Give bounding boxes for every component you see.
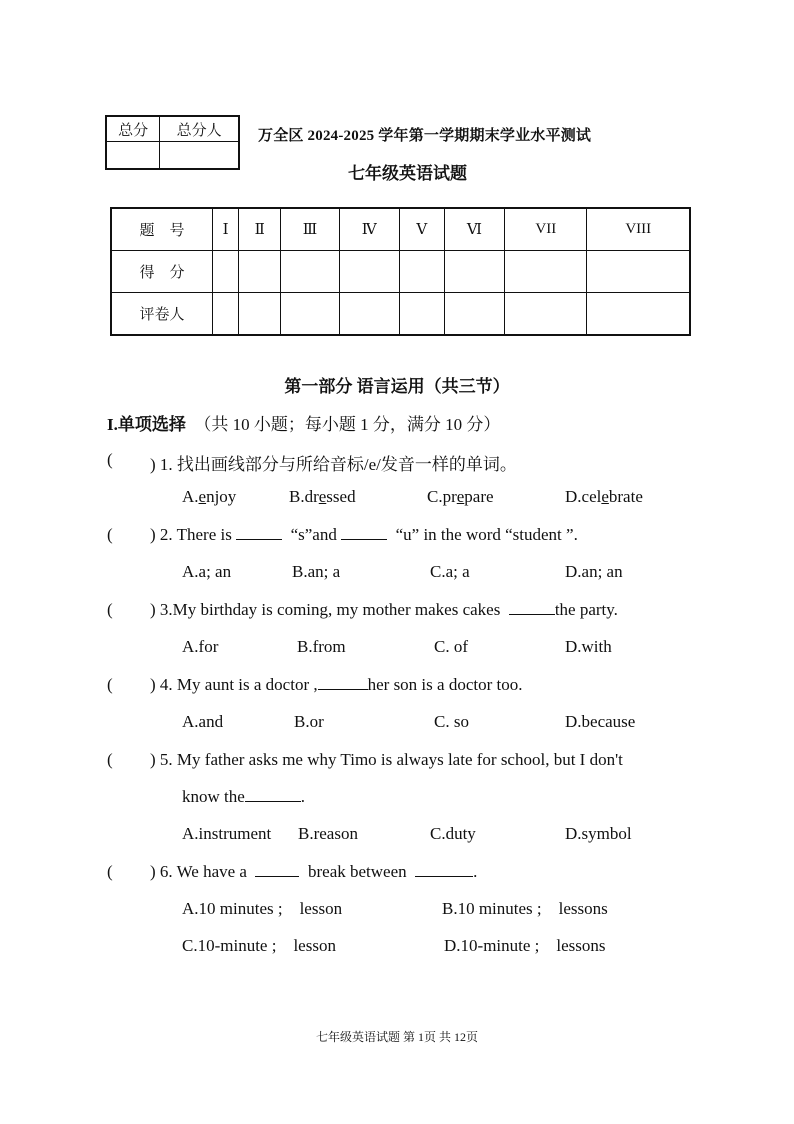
score-table: [110, 207, 691, 336]
answer-paren[interactable]: (: [107, 750, 113, 769]
column-header: Ⅱ: [239, 208, 281, 251]
score-cell[interactable]: [399, 251, 444, 293]
score-table-row: [111, 208, 690, 251]
total-score-header: 总分: [106, 116, 160, 142]
answer-blank[interactable]: [236, 525, 282, 540]
total-scorer-cell[interactable]: [160, 142, 239, 170]
row-label: 评卷人: [111, 293, 213, 336]
answer-blank[interactable]: [255, 862, 299, 877]
section-note: （共 10 小题；每小题 1 分，满分 10 分）: [202, 415, 501, 434]
part-title: 第一部分 语言运用（共三节）: [284, 377, 510, 396]
option-c: C.prepare: [427, 487, 494, 506]
question-stem-continued: know the .: [182, 787, 306, 806]
answer-paren[interactable]: (: [107, 525, 113, 544]
section-heading: [107, 410, 500, 435]
option-c: C.a; a: [430, 562, 470, 581]
score-cell[interactable]: [444, 251, 505, 293]
total-score-table: [105, 115, 240, 170]
question-stem: ) 3.My birthday is coming, my mother makes cakes the party.: [150, 600, 618, 619]
question-stem: ) 6. We have a break between .: [150, 862, 478, 881]
question-stem: ) 2. There is “s”and “u” in the word “student ”.: [150, 525, 578, 544]
column-header: VIII: [587, 208, 690, 251]
option-c: C. of: [434, 637, 468, 656]
grader-cell[interactable]: [587, 293, 690, 336]
question-stem: ) 4. My aunt is a doctor , her son is a doctor too.: [150, 675, 523, 694]
score-cell[interactable]: [213, 251, 239, 293]
answer-paren[interactable]: (: [107, 600, 113, 619]
exam-subtitle: 七年级英语试题: [348, 164, 467, 183]
grader-cell[interactable]: [444, 293, 505, 336]
option-d: D.10-minute ; lessons: [444, 936, 606, 955]
answer-paren[interactable]: (: [107, 862, 113, 881]
total-score-cell[interactable]: [106, 142, 160, 170]
total-scorer-header: 总分人: [160, 116, 239, 142]
grader-cell[interactable]: [505, 293, 587, 336]
question-stem: ) 5. My father asks me why Timo is always late for school, but I don't: [150, 750, 623, 769]
column-header: Ⅰ: [213, 208, 239, 251]
grader-cell[interactable]: [399, 293, 444, 336]
option-a: A.10 minutes ; lesson: [182, 899, 343, 918]
grader-cell[interactable]: [213, 293, 239, 336]
section-label: I.单项选择: [107, 415, 186, 434]
answer-blank[interactable]: [509, 600, 555, 615]
answer-blank[interactable]: [415, 862, 473, 877]
option-a: A.for: [182, 637, 219, 656]
answer-blank[interactable]: [318, 675, 368, 690]
option-d: D.an; an: [565, 562, 623, 581]
grader-cell[interactable]: [339, 293, 399, 336]
column-header: VII: [505, 208, 587, 251]
column-header: Ⅲ: [281, 208, 339, 251]
option-a: A.instrument: [182, 824, 272, 843]
option-b: B.or: [294, 712, 324, 731]
option-c: C.duty: [430, 824, 476, 843]
score-cell[interactable]: [505, 251, 587, 293]
option-d: D.symbol: [565, 824, 632, 843]
option-b: B.dressed: [289, 487, 356, 506]
exam-title: 万全区 2024-2025 学年第一学期期末学业水平测试: [258, 128, 592, 144]
score-cell[interactable]: [339, 251, 399, 293]
option-b: B.an; a: [292, 562, 341, 581]
option-d: D.with: [565, 637, 612, 656]
option-b: B.reason: [298, 824, 358, 843]
option-c: C. so: [434, 712, 469, 731]
question-stem: ) 1. 找出画线部分与所给音标/e/发音一样的单词。: [150, 455, 517, 474]
score-table-row: [111, 251, 690, 293]
option-c: C.10-minute ; lesson: [182, 936, 336, 955]
column-header: Ⅴ: [399, 208, 444, 251]
score-cell[interactable]: [281, 251, 339, 293]
option-d: D.because: [565, 712, 636, 731]
score-cell[interactable]: [587, 251, 690, 293]
column-header: Ⅳ: [339, 208, 399, 251]
score-table-row: [111, 293, 690, 336]
grader-cell[interactable]: [281, 293, 339, 336]
score-cell[interactable]: [239, 251, 281, 293]
answer-blank[interactable]: [341, 525, 387, 540]
row-label: 得 分: [111, 251, 213, 293]
option-a: A.a; an: [182, 562, 232, 581]
option-a: A.enjoy: [182, 487, 237, 506]
answer-paren[interactable]: (: [107, 450, 113, 469]
answer-blank[interactable]: [245, 787, 301, 802]
page-footer: 七年级英语试题 第 1页 共 12页: [315, 1030, 478, 1044]
option-d: D.celebrate: [565, 487, 643, 506]
option-a: A.and: [182, 712, 224, 731]
answer-paren[interactable]: (: [107, 675, 113, 694]
option-b: B.from: [297, 637, 346, 656]
option-b: B.10 minutes ; lessons: [442, 899, 608, 918]
grader-cell[interactable]: [239, 293, 281, 336]
row-label: 题 号: [111, 208, 213, 251]
column-header: Ⅵ: [444, 208, 505, 251]
